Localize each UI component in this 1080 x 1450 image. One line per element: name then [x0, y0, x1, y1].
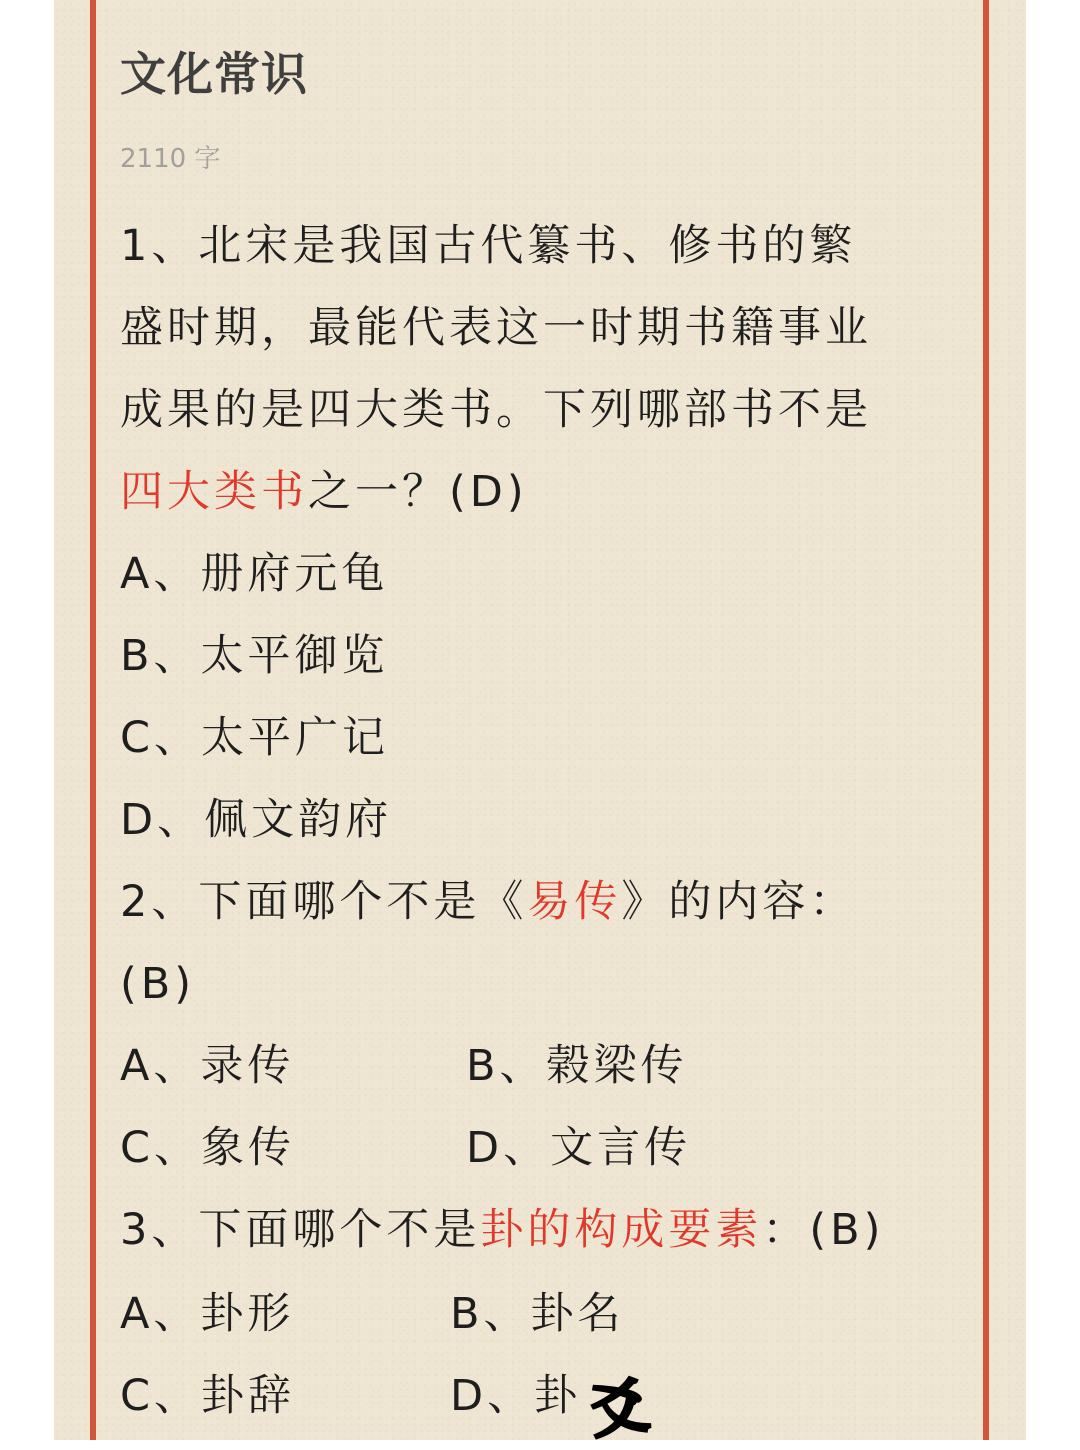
q3-line-1-pre: 3、下面哪个不是 — [120, 1205, 481, 1255]
q3-option-b: B、卦名 — [450, 1289, 625, 1339]
q2-line-2: (B) — [120, 959, 196, 1009]
q1-line-4-rest: 之一？(D) — [308, 467, 528, 517]
q1-option-c: C、太平广记 — [120, 713, 390, 763]
q2-highlight: 易传 — [527, 877, 622, 927]
q3-highlight: 卦的构成要素 — [480, 1205, 763, 1255]
q3-option-a: A、卦形 — [120, 1289, 295, 1339]
q1-option-d: D、佩文韵府 — [120, 795, 393, 845]
q1-line-2: 盛时期，最能代表这一时期书籍事业 — [120, 303, 872, 353]
q2-option-d: D、文言传 — [466, 1123, 692, 1173]
q2-option-c: C、象传 — [120, 1123, 296, 1173]
article-title: 文化常识 — [120, 47, 308, 101]
q2-option-b: B、榖梁传 — [466, 1041, 688, 1091]
q3-line-1 — [120, 1200, 884, 1260]
q1-line-4 — [120, 462, 528, 522]
q1-option-a: A、册府元龟 — [120, 549, 389, 599]
right-border-rule — [983, 0, 989, 1440]
q1-highlight: 四大类书 — [120, 467, 308, 517]
q1-line-1: 1、北宋是我国古代纂书、修书的繁 — [120, 221, 857, 271]
q1-option-b: B、太平御览 — [120, 631, 389, 681]
left-border-rule — [90, 0, 96, 1440]
q1-line-3: 成果的是四大类书。下列哪部书不是 — [120, 385, 872, 435]
q3-option-c: C、卦辞 — [120, 1371, 296, 1421]
q3-option-d: D、卦 — [450, 1371, 582, 1421]
q2-line-1 — [120, 872, 856, 932]
q2-line-1-post: 》的内容： — [621, 877, 857, 927]
q2-line-1-pre: 2、下面哪个不是《 — [120, 877, 528, 927]
yao-sticker: 爻 — [586, 1371, 654, 1447]
word-count: 2110 字 — [120, 144, 221, 174]
q3-line-1-post: ：(B) — [762, 1205, 885, 1255]
q2-option-a: A、录传 — [120, 1041, 295, 1091]
